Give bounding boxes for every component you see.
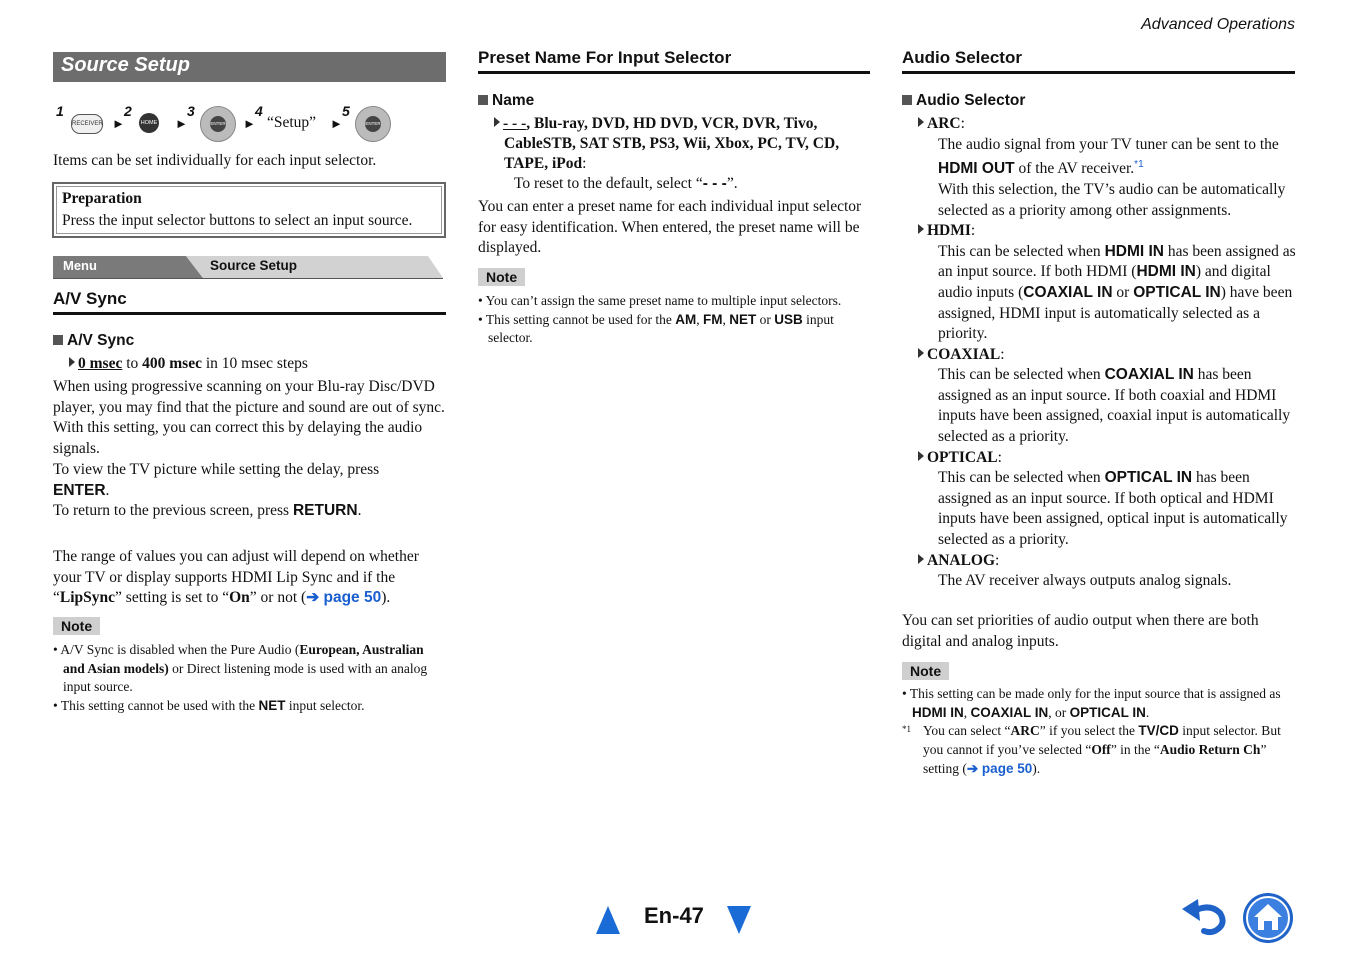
audio-selector-heading: Audio Selector <box>902 48 1022 67</box>
page-link[interactable]: ➔ page 50 <box>306 589 382 607</box>
option-marker-icon <box>918 224 924 234</box>
note-list <box>478 292 873 348</box>
step-number: 3 <box>187 103 195 119</box>
arrow-icon: ► <box>243 116 256 131</box>
enter-instruction: To view the TV picture while setting the delay, press ENTER. <box>53 461 380 499</box>
note-item: • This setting can be made only for the input source that is assigned as HDMI IN, COAXIAL IN, or OPTICAL IN. <box>902 686 1281 720</box>
note-item: • This setting cannot be used for the AM, FM, NET or USB input selector. <box>478 311 834 346</box>
back-icon[interactable] <box>1180 897 1228 937</box>
step-number: 5 <box>342 103 350 119</box>
option-hdmi: HDMI: <box>918 221 1296 242</box>
option-marker-icon <box>918 117 924 127</box>
av-sync-description: When using progressive scanning on your Blu-ray Disc/DVD player, you may find that the picture and sound are out of sync. With this setting, you can correct this by delaying the audio signals. <box>53 378 445 457</box>
av-sync-subheading: A/V Sync <box>53 332 134 350</box>
reset-instruction: To reset to the default, select “- - -”. <box>514 175 738 192</box>
arrow-icon: ► <box>330 116 343 131</box>
note-item: • You can’t assign the same preset name to multiple input selectors. <box>478 293 842 308</box>
previous-page-icon[interactable] <box>596 906 620 934</box>
note-item: • A/V Sync is disabled when the Pure Audio (European, Australian and Asian models) or Direct listening mode is used with an analog input source. <box>53 642 428 695</box>
section-title: Source Setup <box>61 54 190 76</box>
preparation-text: Press the input selector buttons to select an input source. <box>62 212 413 229</box>
note-list <box>53 641 446 716</box>
preset-description: You can enter a preset name for each individual input selector for easy identification. When entered, the preset name will be displayed. <box>478 198 862 257</box>
step-number: 1 <box>56 103 64 119</box>
option-arc: ARC: <box>918 114 1296 135</box>
return-instruction: To return to the previous screen, press RETURN. <box>53 502 362 519</box>
av-sync-range: 0 msec to 400 msec in 10 msec steps <box>69 355 308 373</box>
option-marker-icon <box>918 348 924 358</box>
lipsync-paragraph: The range of values you can adjust will depend on whether your TV or display supports HDMI Lip Sync and if the “LipSync” setting is set to “On” or not (➔ page 50). <box>53 548 419 607</box>
option-marker-icon <box>918 451 924 461</box>
next-page-icon[interactable] <box>727 906 751 934</box>
section-header: Advanced Operations <box>1141 16 1295 33</box>
menu-path-item: Source Setup <box>210 258 298 273</box>
preset-name-heading: Preset Name For Input Selector <box>478 48 732 67</box>
footnote: *1 You can select “ARC” if you select the TV/CD input selector. But you cannot if you’ve selected “Off” in the “Audio Return Ch” setting (➔ page 50). <box>902 723 1281 776</box>
dpad-enter-icon: ENTER <box>355 106 391 142</box>
receiver-button-icon: RECEIVER <box>71 114 103 134</box>
option-marker-icon <box>69 357 75 367</box>
name-subheading: Name <box>478 92 534 110</box>
step-number: 2 <box>124 103 132 119</box>
av-sync-heading: A/V Sync <box>53 289 127 308</box>
home-button-icon: HOME <box>139 113 159 133</box>
note-item: • This setting cannot be used with the NET input selector. <box>53 698 365 714</box>
page-number: En-47 <box>644 903 704 928</box>
home-icon[interactable] <box>1242 892 1294 944</box>
menu-label: Menu <box>63 258 97 273</box>
arrow-icon: ► <box>175 116 188 131</box>
audio-selector-subheading: Audio Selector <box>902 92 1025 110</box>
page-link[interactable]: ➔ page 50 <box>966 760 1033 776</box>
preparation-title: Preparation <box>62 190 142 207</box>
option-optical: OPTICAL: <box>918 448 1296 469</box>
intro-text: Items can be set individually for each input selector. <box>53 152 377 169</box>
footnote-ref[interactable]: *1 <box>1134 159 1144 171</box>
option-marker-icon <box>918 554 924 564</box>
menu-path-bar <box>53 256 443 278</box>
note-list <box>902 685 1296 779</box>
option-marker-icon <box>494 117 500 127</box>
section-banner <box>53 52 446 82</box>
setup-text: “Setup” <box>267 114 317 131</box>
audio-description: You can set priorities of audio output when there are both digital and analog inputs. <box>902 612 1259 650</box>
audio-options: ARC: The audio signal from your TV tuner can be sent to the HDMI OUT of the AV receiver.$^{*1}$ With this selection, the TV’s audio can be automatically selected as a priority among other assignments. HDMI: This can be selected when HDMI IN has been assigned as an input source. If both HDMI (HDMI IN) and digital audio inputs (COAXIAL IN or OPTICAL IN) have been assigned, HDMI input is automatically selected as a priority. COAXIAL: This can be selected when COAXIAL IN has been assigned as an input source. If both coaxial and HDMI inputs have been assigned, coaxial input is automatically selected as a priority. OPTICAL: This can be selected when OPTICAL IN has been assigned as an input source. If both optical and HDMI inputs have been assigned, optical input is automatically selected as a priority. ANALOG: The AV receiver always outputs analog signals. <box>918 114 1296 592</box>
name-options: - - -, Blu-ray, DVD, HD DVD, VCR, DVR, Tivo, CableSTB, SAT STB, PS3, Wii, Xbox, PC, TV, CD, TAPE, iPod: <box>494 114 874 175</box>
step-sequence <box>53 100 446 142</box>
arrow-icon: ► <box>112 116 125 131</box>
note-label: Note <box>53 617 100 635</box>
option-coaxial: COAXIAL: <box>918 345 1296 366</box>
dpad-enter-icon: ENTER <box>200 106 236 142</box>
note-label: Note <box>478 268 525 286</box>
note-label: Note <box>902 662 949 680</box>
option-analog: ANALOG: <box>918 551 1296 572</box>
step-number: 4 <box>255 103 263 119</box>
preparation-box <box>52 182 446 238</box>
